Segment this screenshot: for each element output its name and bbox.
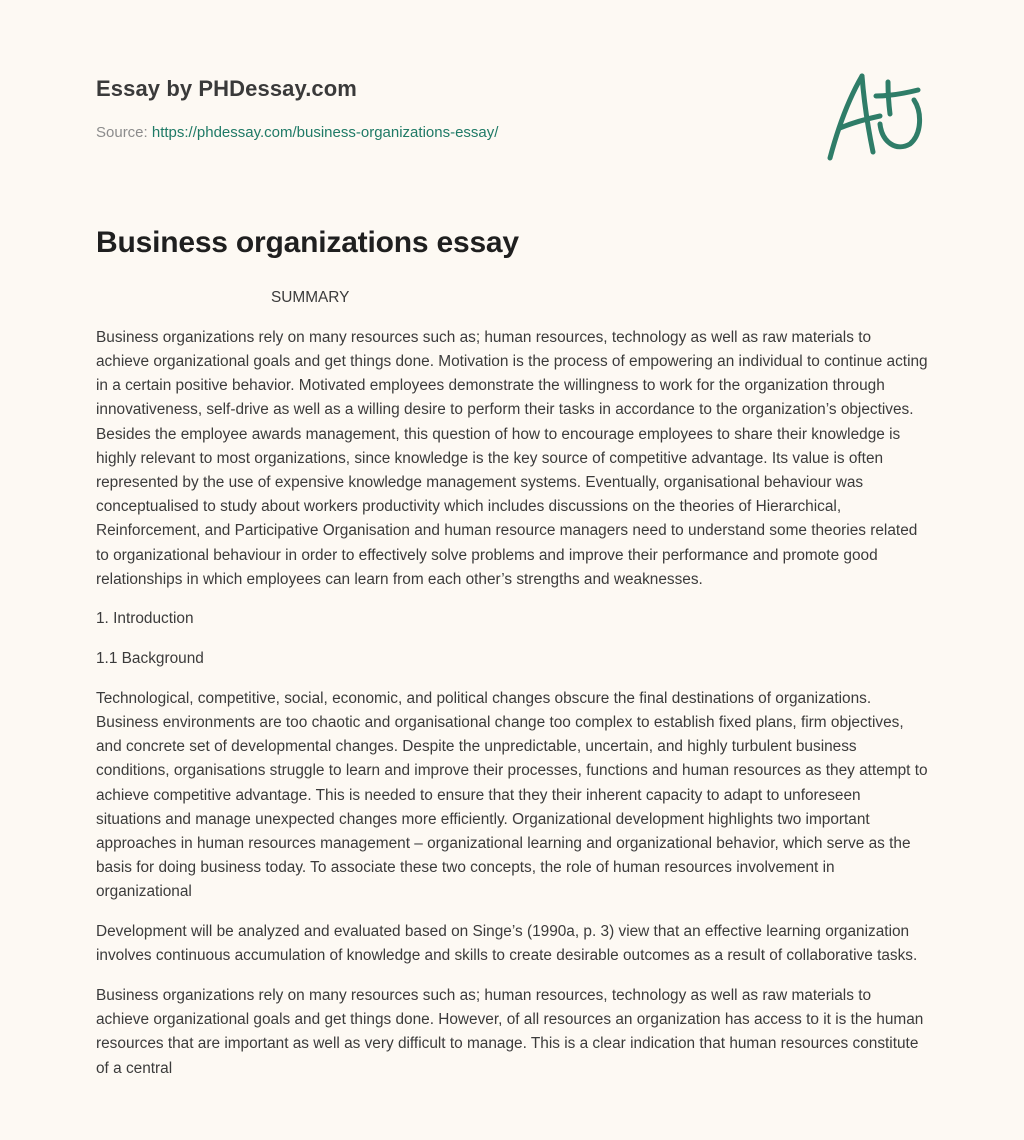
source-label: Source: <box>96 124 148 141</box>
subsection-heading: 1.1 Background <box>96 650 204 668</box>
essay-title: Business organizations essay <box>96 226 519 259</box>
paragraph: Business organizations rely on many resources such as; human resources, technology as well as raw materials to achieve organizational goals and get things done. However, of all resources an organization has access to it is the human resources that are important as well as very difficult to manage. This is a clear indication that human resources constitute of a central <box>96 987 924 1077</box>
a-plus-logo-icon <box>818 66 930 166</box>
summary-heading: SUMMARY <box>271 289 350 306</box>
paragraph: Business organizations rely on many resources such as; human resources, technology as well as raw materials to achieve organizational goals and get things done. Motivation is the process of empowering an individual to continue acting in a certain positive behavior. Motivated employees demonstrate the willingness to work for the organization through innovativeness, self-drive as well as a willing desire to perform their tasks in accordance to the organization’s objectives. Besides the employee awards management, this question of how to encourage employees to share their knowledge is highly relevant to most organizations, since knowledge is the key source of competitive advantage. Its value is often represented by the use of expensive knowledge management systems. Eventually, organisational behaviour was conceptualised to study about workers productivity which includes discussions on the theories of Hierarchical, Reinforcement, and Participative Organisation and human resource managers need to understand some theories related to organizational behaviour in order to effectively solve problems and improve their performance and promote good relationships in which employees can learn from each other’s strengths and weaknesses. <box>96 328 928 588</box>
section-heading: 1. Introduction <box>96 610 194 628</box>
essay-body <box>96 286 928 1096</box>
paragraph: Technological, competitive, social, economic, and political changes obscure the final destinations of organizations. Business environments are too chaotic and organisational change too complex to establish fixed plans, firm objectives, and concrete set of developmental changes. Despite the unpredictable, uncertain, and highly turbulent business conditions, organisations struggle to learn and improve their processes, functions and human resources as they attempt to achieve competitive advantage. This is needed to ensure that they their inherent capacity to adapt to unforeseen situations and manage unexpected changes more efficiently. Organizational development highlights two important approaches in human resources management – organizational learning and organizational behavior, which serve as the basis for doing business today. To associate these two concepts, the role of human resources involvement in organizational <box>96 689 928 901</box>
paragraph: Development will be analyzed and evaluated based on Singe’s (1990a, p. 3) view that an effective learning organization involves continuous accumulation of knowledge and skills to create desirable outcomes as a result of collaborative tasks. <box>96 923 918 965</box>
source-link[interactable]: https://phdessay.com/business-organizations-essay/ <box>151 124 499 141</box>
site-brand: Essay by PHDessay.com <box>96 76 357 101</box>
source-line <box>96 124 498 141</box>
